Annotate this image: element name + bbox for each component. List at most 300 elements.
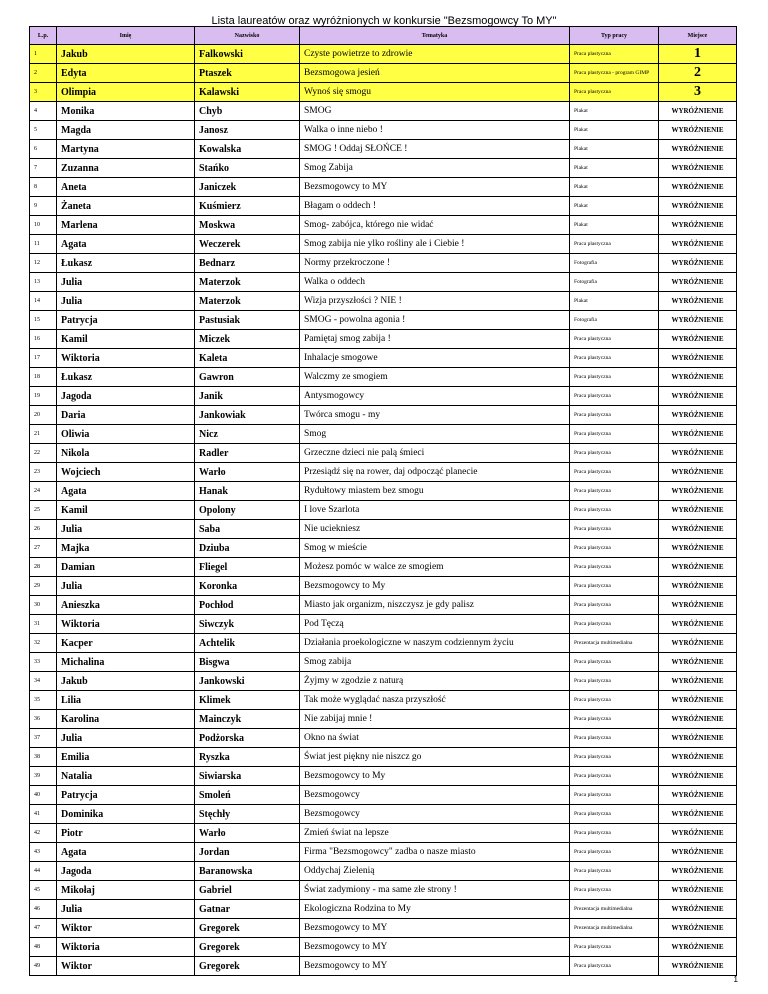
cell-tematyka: SMOG ! Oddaj SŁOŃCE ! xyxy=(300,140,570,159)
cell-miejsce: WYRÓŻNIENIE xyxy=(659,558,737,577)
cell-miejsce: WYRÓŻNIENIE xyxy=(659,235,737,254)
cell-typ: Praca plastyczna xyxy=(570,368,659,387)
cell-tematyka: Inhalacje smogowe xyxy=(300,349,570,368)
cell-typ: Praca plastyczna xyxy=(570,805,659,824)
table-row xyxy=(30,254,737,273)
cell-imie: Karolina xyxy=(57,710,195,729)
cell-lp: 16 xyxy=(30,330,57,349)
cell-imie: Martyna xyxy=(57,140,195,159)
cell-lp: 49 xyxy=(30,957,57,976)
cell-nazwisko: Kalawski xyxy=(195,83,300,102)
cell-imie: Damian xyxy=(57,558,195,577)
cell-miejsce: WYRÓŻNIENIE xyxy=(659,425,737,444)
cell-typ: Praca plastyczna xyxy=(570,520,659,539)
cell-nazwisko: Pastusiak xyxy=(195,311,300,330)
cell-tematyka: Smog- zabójca, którego nie widać xyxy=(300,216,570,235)
cell-typ: Praca plastyczna xyxy=(570,463,659,482)
table-row xyxy=(30,900,737,919)
cell-imie: Jagoda xyxy=(57,862,195,881)
table-row xyxy=(30,387,737,406)
cell-tematyka: Wizja przyszłości ? NIE ! xyxy=(300,292,570,311)
cell-miejsce: WYRÓŻNIENIE xyxy=(659,615,737,634)
cell-miejsce: WYRÓŻNIENIE xyxy=(659,748,737,767)
cell-nazwisko: Falkowski xyxy=(195,45,300,64)
cell-miejsce: WYRÓŻNIENIE xyxy=(659,311,737,330)
cell-tematyka: Świat jest piękny nie niszcz go xyxy=(300,748,570,767)
cell-imie: Julia xyxy=(57,292,195,311)
table-row xyxy=(30,349,737,368)
cell-lp: 27 xyxy=(30,539,57,558)
cell-imie: Agata xyxy=(57,843,195,862)
cell-typ: Plakat xyxy=(570,178,659,197)
cell-tematyka: Smog w mieście xyxy=(300,539,570,558)
cell-nazwisko: Janiczek xyxy=(195,178,300,197)
cell-lp: 44 xyxy=(30,862,57,881)
table-body xyxy=(30,45,737,976)
cell-imie: Michalina xyxy=(57,653,195,672)
cell-miejsce: WYRÓŻNIENIE xyxy=(659,197,737,216)
table-row xyxy=(30,672,737,691)
cell-typ: Praca plastyczna xyxy=(570,824,659,843)
cell-lp: 28 xyxy=(30,558,57,577)
cell-typ: Praca plastyczna xyxy=(570,843,659,862)
cell-typ: Praca plastyczna xyxy=(570,596,659,615)
cell-typ: Praca plastyczna xyxy=(570,539,659,558)
table-row xyxy=(30,292,737,311)
col-header-typ: Typ pracy xyxy=(570,27,659,45)
cell-nazwisko: Janik xyxy=(195,387,300,406)
cell-tematyka: Firma "Bezsmogowcy" zadba o nasze miasto xyxy=(300,843,570,862)
cell-lp: 24 xyxy=(30,482,57,501)
cell-typ: Praca plastyczna xyxy=(570,83,659,102)
table-row xyxy=(30,862,737,881)
cell-miejsce: WYRÓŻNIENIE xyxy=(659,520,737,539)
cell-imie: Julia xyxy=(57,729,195,748)
cell-tematyka: SMOG xyxy=(300,102,570,121)
cell-lp: 10 xyxy=(30,216,57,235)
cell-nazwisko: Gregorek xyxy=(195,957,300,976)
table-row xyxy=(30,957,737,976)
cell-typ: Prezentacja multimedialna xyxy=(570,634,659,653)
cell-lp: 13 xyxy=(30,273,57,292)
cell-nazwisko: Baranowska xyxy=(195,862,300,881)
cell-miejsce: 3 xyxy=(659,83,737,102)
cell-lp: 40 xyxy=(30,786,57,805)
cell-imie: Łukasz xyxy=(57,368,195,387)
cell-miejsce: WYRÓŻNIENIE xyxy=(659,406,737,425)
cell-miejsce: WYRÓŻNIENIE xyxy=(659,178,737,197)
cell-nazwisko: Klimek xyxy=(195,691,300,710)
cell-nazwisko: Bisgwa xyxy=(195,653,300,672)
cell-tematyka: Ekologiczna Rodzina to My xyxy=(300,900,570,919)
table-row xyxy=(30,748,737,767)
cell-miejsce: WYRÓŻNIENIE xyxy=(659,672,737,691)
cell-typ: Praca plastyczna xyxy=(570,672,659,691)
cell-miejsce: 1 xyxy=(659,45,737,64)
cell-imie: Wiktoria xyxy=(57,938,195,957)
cell-tematyka: Czyste powietrze to zdrowie xyxy=(300,45,570,64)
table-header-row xyxy=(30,27,737,45)
cell-miejsce: WYRÓŻNIENIE xyxy=(659,596,737,615)
cell-lp: 31 xyxy=(30,615,57,634)
cell-lp: 23 xyxy=(30,463,57,482)
cell-nazwisko: Kaleta xyxy=(195,349,300,368)
cell-typ: Fotografia xyxy=(570,254,659,273)
cell-miejsce: WYRÓŻNIENIE xyxy=(659,216,737,235)
cell-typ: Praca plastyczna - program GIMP xyxy=(570,64,659,83)
table-row xyxy=(30,330,737,349)
cell-miejsce: WYRÓŻNIENIE xyxy=(659,368,737,387)
cell-tematyka: Smog zabija xyxy=(300,653,570,672)
cell-nazwisko: Jordan xyxy=(195,843,300,862)
cell-imie: Wiktor xyxy=(57,957,195,976)
cell-tematyka: Błagam o oddech ! xyxy=(300,197,570,216)
table-row xyxy=(30,653,737,672)
cell-tematyka: Zmień świat na lepsze xyxy=(300,824,570,843)
cell-nazwisko: Bednarz xyxy=(195,254,300,273)
cell-typ: Praca plastyczna xyxy=(570,957,659,976)
cell-nazwisko: Gatnar xyxy=(195,900,300,919)
table-row xyxy=(30,273,737,292)
cell-miejsce: WYRÓŻNIENIE xyxy=(659,444,737,463)
cell-lp: 15 xyxy=(30,311,57,330)
cell-nazwisko: Fliegel xyxy=(195,558,300,577)
cell-imie: Kacper xyxy=(57,634,195,653)
cell-lp: 29 xyxy=(30,577,57,596)
cell-lp: 32 xyxy=(30,634,57,653)
cell-lp: 37 xyxy=(30,729,57,748)
table-row xyxy=(30,843,737,862)
cell-lp: 4 xyxy=(30,102,57,121)
cell-typ: Praca plastyczna xyxy=(570,710,659,729)
cell-lp: 30 xyxy=(30,596,57,615)
cell-lp: 8 xyxy=(30,178,57,197)
cell-typ: Praca plastyczna xyxy=(570,482,659,501)
cell-miejsce: WYRÓŻNIENIE xyxy=(659,539,737,558)
cell-lp: 45 xyxy=(30,881,57,900)
cell-nazwisko: Gawron xyxy=(195,368,300,387)
cell-lp: 33 xyxy=(30,653,57,672)
cell-typ: Praca plastyczna xyxy=(570,577,659,596)
cell-nazwisko: Miczek xyxy=(195,330,300,349)
cell-miejsce: 2 xyxy=(659,64,737,83)
cell-tematyka: Nie uciekniesz xyxy=(300,520,570,539)
cell-nazwisko: Saba xyxy=(195,520,300,539)
cell-miejsce: WYRÓŻNIENIE xyxy=(659,463,737,482)
cell-lp: 17 xyxy=(30,349,57,368)
cell-tematyka: Bezsmogowa jesień xyxy=(300,64,570,83)
cell-tematyka: Smog Zabija xyxy=(300,159,570,178)
cell-typ: Plakat xyxy=(570,216,659,235)
table-row xyxy=(30,881,737,900)
cell-nazwisko: Janosz xyxy=(195,121,300,140)
cell-typ: Plakat xyxy=(570,140,659,159)
cell-lp: 42 xyxy=(30,824,57,843)
cell-imie: Marlena xyxy=(57,216,195,235)
table-row xyxy=(30,824,737,843)
cell-imie: Wiktoria xyxy=(57,349,195,368)
cell-typ: Praca plastyczna xyxy=(570,729,659,748)
cell-lp: 47 xyxy=(30,919,57,938)
cell-tematyka: Smog xyxy=(300,425,570,444)
cell-miejsce: WYRÓŻNIENIE xyxy=(659,121,737,140)
cell-miejsce: WYRÓŻNIENIE xyxy=(659,501,737,520)
table-row xyxy=(30,596,737,615)
cell-tematyka: Smog zabija nie ylko rośliny ale i Ciebie ! xyxy=(300,235,570,254)
table-row xyxy=(30,425,737,444)
cell-imie: Nikola xyxy=(57,444,195,463)
cell-tematyka: Walka o oddech xyxy=(300,273,570,292)
cell-typ: Plakat xyxy=(570,121,659,140)
cell-imie: Julia xyxy=(57,577,195,596)
cell-nazwisko: Weczerek xyxy=(195,235,300,254)
cell-imie: Wiktor xyxy=(57,919,195,938)
cell-nazwisko: Stęchły xyxy=(195,805,300,824)
cell-tematyka: Bezsmogowcy xyxy=(300,805,570,824)
cell-typ: Praca plastyczna xyxy=(570,748,659,767)
cell-nazwisko: Materzok xyxy=(195,273,300,292)
cell-miejsce: WYRÓŻNIENIE xyxy=(659,482,737,501)
cell-lp: 9 xyxy=(30,197,57,216)
cell-typ: Praca plastyczna xyxy=(570,881,659,900)
cell-typ: Praca plastyczna xyxy=(570,425,659,444)
table-row xyxy=(30,64,737,83)
table-row xyxy=(30,539,737,558)
cell-imie: Mikołaj xyxy=(57,881,195,900)
laureates-table xyxy=(29,26,737,976)
cell-tematyka: Nie zabijaj mnie ! xyxy=(300,710,570,729)
table-row xyxy=(30,444,737,463)
cell-nazwisko: Gregorek xyxy=(195,919,300,938)
cell-lp: 18 xyxy=(30,368,57,387)
cell-imie: Olimpia xyxy=(57,83,195,102)
cell-nazwisko: Kuśmierz xyxy=(195,197,300,216)
cell-tematyka: Pod Tęczą xyxy=(300,615,570,634)
table-row xyxy=(30,368,737,387)
cell-imie: Daria xyxy=(57,406,195,425)
cell-lp: 26 xyxy=(30,520,57,539)
cell-tematyka: Bezsmogowcy to MY xyxy=(300,957,570,976)
table-row xyxy=(30,786,737,805)
col-header-miejsce: Miejsce xyxy=(659,27,737,45)
cell-miejsce: WYRÓŻNIENIE xyxy=(659,919,737,938)
cell-nazwisko: Gabriel xyxy=(195,881,300,900)
cell-typ: Praca plastyczna xyxy=(570,444,659,463)
table-row xyxy=(30,501,737,520)
cell-nazwisko: Achtelik xyxy=(195,634,300,653)
col-header-nazwisko: Nazwisko xyxy=(195,27,300,45)
cell-typ: Plakat xyxy=(570,159,659,178)
cell-imie: Dominika xyxy=(57,805,195,824)
cell-miejsce: WYRÓŻNIENIE xyxy=(659,387,737,406)
cell-nazwisko: Stańko xyxy=(195,159,300,178)
cell-imie: Wojciech xyxy=(57,463,195,482)
table-row xyxy=(30,615,737,634)
cell-lp: 39 xyxy=(30,767,57,786)
cell-lp: 14 xyxy=(30,292,57,311)
cell-nazwisko: Podżorska xyxy=(195,729,300,748)
cell-tematyka: Wynoś się smogu xyxy=(300,83,570,102)
cell-tematyka: Pamiętaj smog zabija ! xyxy=(300,330,570,349)
cell-tematyka: Żyjmy w zgodzie z naturą xyxy=(300,672,570,691)
table-row xyxy=(30,235,737,254)
cell-tematyka: Twórca smogu - my xyxy=(300,406,570,425)
cell-lp: 20 xyxy=(30,406,57,425)
cell-lp: 6 xyxy=(30,140,57,159)
table-row xyxy=(30,691,737,710)
cell-miejsce: WYRÓŻNIENIE xyxy=(659,767,737,786)
cell-typ: Praca plastyczna xyxy=(570,45,659,64)
table-row xyxy=(30,311,737,330)
cell-typ: Fotografia xyxy=(570,311,659,330)
cell-imie: Edyta xyxy=(57,64,195,83)
cell-imie: Jakub xyxy=(57,672,195,691)
cell-imie: Julia xyxy=(57,520,195,539)
cell-tematyka: Walczmy ze smogiem xyxy=(300,368,570,387)
cell-imie: Monika xyxy=(57,102,195,121)
table-row xyxy=(30,805,737,824)
cell-tematyka: Miasto jak organizm, niszczysz je gdy palisz xyxy=(300,596,570,615)
cell-lp: 2 xyxy=(30,64,57,83)
cell-miejsce: WYRÓŻNIENIE xyxy=(659,710,737,729)
cell-tematyka: Bezsmogowcy to My xyxy=(300,767,570,786)
cell-imie: Aneta xyxy=(57,178,195,197)
cell-typ: Praca plastyczna xyxy=(570,938,659,957)
cell-nazwisko: Nicz xyxy=(195,425,300,444)
table-row xyxy=(30,102,737,121)
cell-nazwisko: Radler xyxy=(195,444,300,463)
cell-lp: 48 xyxy=(30,938,57,957)
cell-imie: Kamil xyxy=(57,501,195,520)
cell-nazwisko: Chyb xyxy=(195,102,300,121)
cell-typ: Praca plastyczna xyxy=(570,558,659,577)
cell-nazwisko: Jankowiak xyxy=(195,406,300,425)
cell-tematyka: Oddychaj Zielenią xyxy=(300,862,570,881)
cell-miejsce: WYRÓŻNIENIE xyxy=(659,786,737,805)
table-row xyxy=(30,520,737,539)
cell-tematyka: Bezsmogowcy to My xyxy=(300,577,570,596)
cell-imie: Emilia xyxy=(57,748,195,767)
cell-imie: Wiktoria xyxy=(57,615,195,634)
cell-typ: Praca plastyczna xyxy=(570,653,659,672)
cell-lp: 19 xyxy=(30,387,57,406)
cell-miejsce: WYRÓŻNIENIE xyxy=(659,805,737,824)
cell-typ: Praca plastyczna xyxy=(570,767,659,786)
cell-lp: 43 xyxy=(30,843,57,862)
cell-miejsce: WYRÓŻNIENIE xyxy=(659,862,737,881)
cell-miejsce: WYRÓŻNIENIE xyxy=(659,881,737,900)
cell-miejsce: WYRÓŻNIENIE xyxy=(659,254,737,273)
col-header-tematyka: Tematyka xyxy=(300,27,570,45)
cell-lp: 34 xyxy=(30,672,57,691)
cell-miejsce: WYRÓŻNIENIE xyxy=(659,330,737,349)
cell-imie: Kamil xyxy=(57,330,195,349)
cell-imie: Jakub xyxy=(57,45,195,64)
cell-nazwisko: Kowalska xyxy=(195,140,300,159)
cell-lp: 35 xyxy=(30,691,57,710)
cell-miejsce: WYRÓŻNIENIE xyxy=(659,957,737,976)
cell-typ: Prezentacja multimedialna xyxy=(570,900,659,919)
cell-typ: Praca plastyczna xyxy=(570,691,659,710)
cell-miejsce: WYRÓŻNIENIE xyxy=(659,140,737,159)
cell-typ: Praca plastyczna xyxy=(570,330,659,349)
table-row xyxy=(30,634,737,653)
cell-nazwisko: Siwczyk xyxy=(195,615,300,634)
cell-imie: Anieszka xyxy=(57,596,195,615)
cell-nazwisko: Warło xyxy=(195,824,300,843)
cell-imie: Magda xyxy=(57,121,195,140)
cell-typ: Fotografia xyxy=(570,273,659,292)
cell-tematyka: Działania proekologiczne w naszym codziennym życiu xyxy=(300,634,570,653)
table-row xyxy=(30,83,737,102)
cell-tematyka: I love Szarlota xyxy=(300,501,570,520)
cell-nazwisko: Pochłod xyxy=(195,596,300,615)
cell-tematyka: Rydułtowy miastem bez smogu xyxy=(300,482,570,501)
cell-lp: 11 xyxy=(30,235,57,254)
cell-imie: Łukasz xyxy=(57,254,195,273)
cell-typ: Praca plastyczna xyxy=(570,406,659,425)
cell-imie: Majka xyxy=(57,539,195,558)
cell-tematyka: Walka o inne niebo ! xyxy=(300,121,570,140)
cell-imie: Lilia xyxy=(57,691,195,710)
cell-imie: Julia xyxy=(57,273,195,292)
cell-lp: 7 xyxy=(30,159,57,178)
cell-miejsce: WYRÓŻNIENIE xyxy=(659,102,737,121)
cell-nazwisko: Ptaszek xyxy=(195,64,300,83)
cell-lp: 46 xyxy=(30,900,57,919)
table-row xyxy=(30,919,737,938)
cell-imie: Agata xyxy=(57,235,195,254)
cell-nazwisko: Koronka xyxy=(195,577,300,596)
cell-miejsce: WYRÓŻNIENIE xyxy=(659,729,737,748)
cell-tematyka: Grzeczne dzieci nie palą śmieci xyxy=(300,444,570,463)
cell-nazwisko: Warło xyxy=(195,463,300,482)
cell-miejsce: WYRÓŻNIENIE xyxy=(659,938,737,957)
page-number: 1 xyxy=(733,975,738,984)
cell-lp: 21 xyxy=(30,425,57,444)
table-row xyxy=(30,45,737,64)
cell-imie: Jagoda xyxy=(57,387,195,406)
table-row xyxy=(30,406,737,425)
cell-nazwisko: Opolony xyxy=(195,501,300,520)
cell-typ: Praca plastyczna xyxy=(570,862,659,881)
cell-tematyka: Świat zadymiony - ma same złe strony ! xyxy=(300,881,570,900)
cell-miejsce: WYRÓŻNIENIE xyxy=(659,273,737,292)
cell-miejsce: WYRÓŻNIENIE xyxy=(659,292,737,311)
cell-typ: Praca plastyczna xyxy=(570,501,659,520)
cell-lp: 3 xyxy=(30,83,57,102)
cell-tematyka: Bezsmogowcy to MY xyxy=(300,178,570,197)
cell-lp: 5 xyxy=(30,121,57,140)
col-header-lp: L.p. xyxy=(30,27,57,45)
cell-nazwisko: Ryszka xyxy=(195,748,300,767)
table-row xyxy=(30,938,737,957)
cell-tematyka: SMOG - powolna agonia ! xyxy=(300,311,570,330)
cell-lp: 1 xyxy=(30,45,57,64)
table-row xyxy=(30,729,737,748)
document-title: Lista laureatów oraz wyróżnionych w konkursie "Bezsmogowcy To MY" xyxy=(211,15,557,27)
cell-typ: Praca plastyczna xyxy=(570,387,659,406)
cell-nazwisko: Moskwa xyxy=(195,216,300,235)
cell-imie: Żaneta xyxy=(57,197,195,216)
table-row xyxy=(30,558,737,577)
table-row xyxy=(30,140,737,159)
table-row xyxy=(30,159,737,178)
cell-nazwisko: Mainczyk xyxy=(195,710,300,729)
cell-miejsce: WYRÓŻNIENIE xyxy=(659,691,737,710)
cell-tematyka: Normy przekroczone ! xyxy=(300,254,570,273)
cell-tematyka: Bezsmogowcy to MY xyxy=(300,919,570,938)
